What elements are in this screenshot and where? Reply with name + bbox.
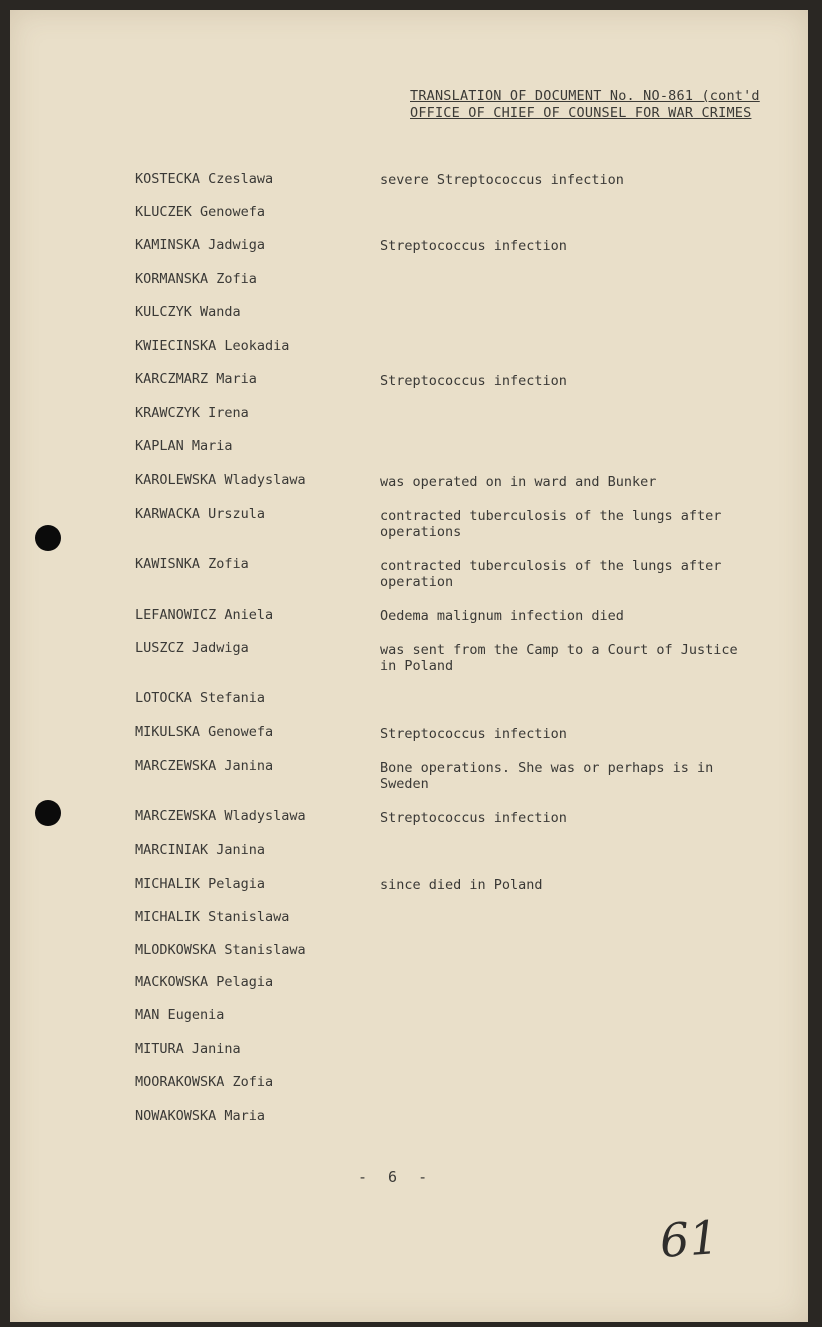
list-item-note: severe Streptococcus infection <box>380 172 624 188</box>
list-item-note: Streptococcus infection <box>380 238 567 254</box>
list-item-note: since died in Poland <box>380 877 543 893</box>
page-number: - 6 - <box>358 1168 434 1186</box>
punch-hole-top <box>35 525 61 551</box>
list-item-name: LEFANOWICZ Aniela <box>135 607 274 623</box>
list-item-name: KAWISNKA Zofia <box>135 556 249 572</box>
list-item-name: KARWACKA Urszula <box>135 506 266 522</box>
list-item-name: KARCZMARZ Maria <box>135 371 257 387</box>
list-item-name: KOSTECKA Czeslawa <box>135 171 274 187</box>
list-item-name: MACKOWSKA Pelagia <box>135 974 274 990</box>
list-item-note: contracted tuberculosis of the lungs after operations <box>380 508 722 540</box>
list-item-note: Streptococcus infection <box>380 726 567 742</box>
punch-hole-bottom <box>35 800 61 826</box>
list-item-name: NOWAKOWSKA Maria <box>135 1108 266 1124</box>
list-item-name: KAPLAN Maria <box>135 438 233 454</box>
list-item-name: KORMANSKA Zofia <box>135 271 257 287</box>
list-item-note: Streptococcus infection <box>380 373 567 389</box>
list-item-name: MITURA Janina <box>135 1041 241 1057</box>
list-item-name: MAN Eugenia <box>135 1007 225 1023</box>
list-item-note: Bone operations. She was or perhaps is in Sweden <box>380 760 714 792</box>
list-item-name: MIKULSKA Genowefa <box>135 724 274 740</box>
list-item-name: MARCINIAK Janina <box>135 842 266 858</box>
list-item-name: KRAWCZYK Irena <box>135 405 249 421</box>
list-item-name: MARCZEWSKA Janina <box>135 758 274 774</box>
list-item-name: MARCZEWSKA Wladyslawa <box>135 808 306 824</box>
list-item-note: Streptococcus infection <box>380 810 567 826</box>
list-item-name: KWIECINSKA Leokadia <box>135 338 290 354</box>
list-item-note: contracted tuberculosis of the lungs after operation <box>380 558 722 590</box>
list-item-note: was operated on in ward and Bunker <box>380 474 657 490</box>
list-item-name: MICHALIK Stanislawa <box>135 909 290 925</box>
list-item-name: KULCZYK Wanda <box>135 304 241 320</box>
list-item-name: MICHALIK Pelagia <box>135 876 266 892</box>
header-line-2: OFFICE OF CHIEF OF COUNSEL FOR WAR CRIMES <box>410 105 752 121</box>
list-item-name: LOTOCKA Stefania <box>135 690 266 706</box>
list-item-name: LUSZCZ Jadwiga <box>135 640 249 656</box>
header-line-1: TRANSLATION OF DOCUMENT No. NO-861 (cont'd <box>410 88 760 104</box>
list-item-name: KAROLEWSKA Wladyslawa <box>135 472 306 488</box>
list-item-name: KLUCZEK Genowefa <box>135 204 266 220</box>
list-item-name: MOORAKOWSKA Zofia <box>135 1074 274 1090</box>
list-item-note: was sent from the Camp to a Court of Justice in Poland <box>380 642 738 674</box>
list-item-name: KAMINSKA Jadwiga <box>135 237 266 253</box>
handwritten-page-number: 61 <box>658 1210 721 1268</box>
list-item-note: Oedema malignum infection died <box>380 608 624 624</box>
list-item-name: MLODKOWSKA Stanislawa <box>135 942 306 958</box>
